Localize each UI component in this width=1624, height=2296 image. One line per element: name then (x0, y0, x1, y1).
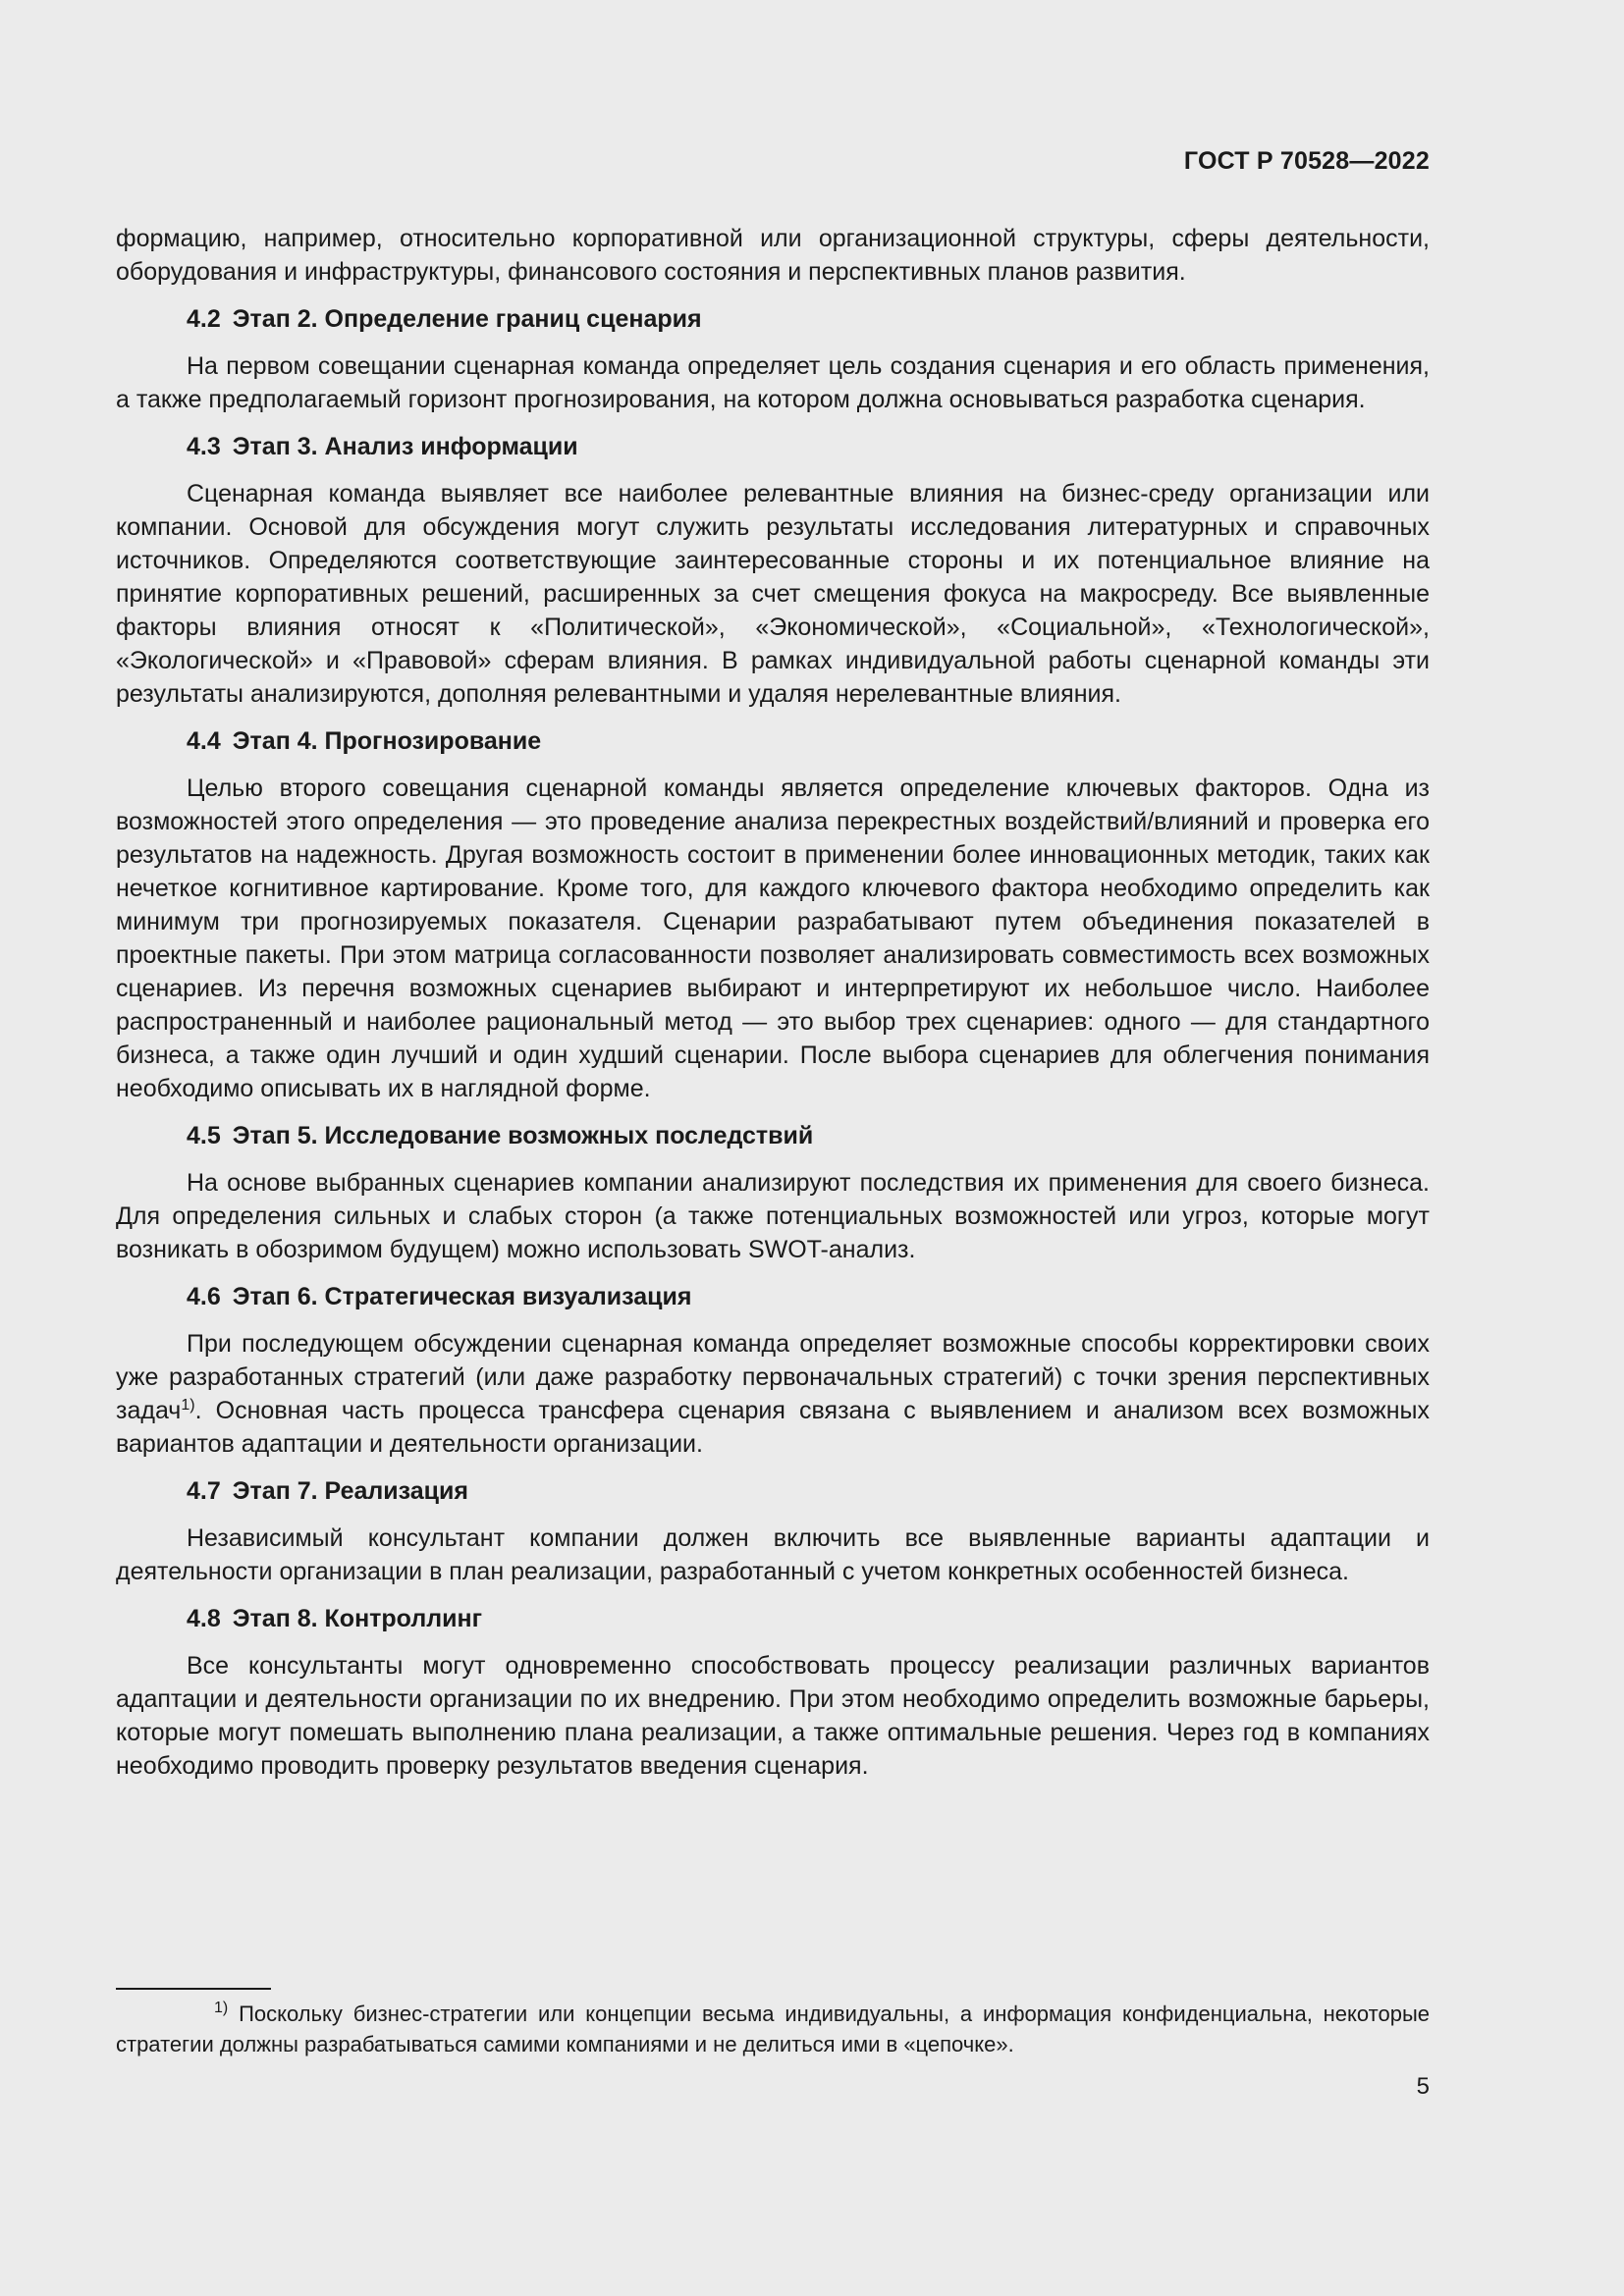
section-paragraph-4-2: На первом совещании сценарная команда определяет цель создания сценария и его область применения, а также предполагаемый горизонт прогнозирования, на котором должна основываться разработка сценария. (116, 352, 1430, 413)
section-number: 4.4 (187, 727, 221, 755)
section-heading-4-6 (187, 1280, 1430, 1313)
footnote-divider (116, 1988, 271, 1990)
section-number: 4.3 (187, 433, 221, 460)
section-paragraph-4-7: Независимый консультант компании должен включить все выявленные варианты адаптации и деятельности организации в план реализации, разработанный с учетом конкретных особенностей бизнеса. (116, 1524, 1430, 1585)
section-heading-4-2 (187, 302, 1430, 336)
body-text (116, 222, 1430, 1783)
section-number: 4.7 (187, 1477, 221, 1505)
intro-paragraph: формацию, например, относительно корпоративной или организационной структуры, сферы деятельности, оборудования и инфраструктуры, финансового состояния и перспективных планов развития. (116, 225, 1430, 286)
section-paragraph-4-4: Целью второго совещания сценарной команды является определение ключевых факторов. Одна из возможностей этого определения — это проведение анализа перекрестных воздействий/влияний и проверка его результатов на надежность. Другая возможность состоит в применении более инновационных методик, таких как нечеткое когнитивное картирование. Кроме того, для каждого ключевого фактора необходимо определить как минимум три прогнозируемых показателя. Сценарии разрабатывают путем объединения показателей в проектные пакеты. При этом матрица согласованности позволяет анализировать совместимость всех возможных сценариев. Из перечня возможных сценариев выбирают и интерпретируют их небольшое число. Наиболее распространенный и наиболее рациональный метод — это выбор трех сценариев: одного — для стандартного бизнеса, а также один лучший и один худший сценарии. После выбора сценариев для облегчения понимания необходимо описывать их в наглядной форме. (116, 774, 1430, 1102)
section-paragraph-4-3: Сценарная команда выявляет все наиболее релевантные влияния на бизнес-среду организации или компании. Основой для обсуждения могут служить результаты исследования литературных и справочных источников. Определяются соответствующие заинтересованные стороны и их потенциальное влияние на принятие корпоративных решений, расширенных за счет смещения фокуса на макросреду. Все выявленные факторы влияния относят к «Политической», «Экономической», «Социальной», «Технологической», «Экологической» и «Правовой» сферам влияния. В рамках индивидуальной работы сценарной команды эти результаты анализируются, дополняя релевантными и удаляя нерелевантные влияния. (116, 480, 1430, 708)
section-title: Этап 2. Определение границ сценария (232, 305, 702, 333)
paragraph-text-continued: . Основная часть процесса трансфера сценария связана с выявлением и анализом всех возможных вариантов адаптации и деятельности организации. (116, 1397, 1430, 1458)
section-heading-4-7 (187, 1474, 1430, 1508)
section-number: 4.5 (187, 1122, 221, 1149)
section-number: 4.8 (187, 1605, 221, 1632)
footnote-mark: 1) (214, 2000, 229, 2016)
section-title: Этап 5. Исследование возможных последствий (232, 1122, 814, 1149)
page-number: 5 (1416, 2073, 1430, 2100)
section-title: Этап 7. Реализация (232, 1477, 468, 1505)
section-heading-4-8 (187, 1602, 1430, 1635)
document-code: ГОСТ Р 70528—2022 (1183, 147, 1430, 175)
section-title: Этап 3. Анализ информации (232, 433, 578, 460)
section-heading-4-5 (187, 1119, 1430, 1152)
section-title: Этап 6. Стратегическая визуализация (232, 1283, 692, 1310)
paragraph-text: При последующем обсуждении сценарная команда определяет возможные способы корректировки своих уже разработанных стратегий (или даже разработку первоначальных стратегий) с точки зрения перспективных задач (116, 1330, 1430, 1424)
footnote (116, 1999, 1430, 2059)
footnote-reference: 1) (181, 1397, 195, 1414)
footnote-text: Поскольку бизнес-стратегии или концепции весьма индивидуальны, а информация конфиденциальна, некоторые стратегии должны разрабатываться самими компаниями и не делиться ими в «цепочке». (116, 2002, 1430, 2056)
section-heading-4-3 (187, 430, 1430, 463)
section-heading-4-4 (187, 724, 1430, 758)
footnote-paragraph (116, 1999, 1430, 2059)
section-number: 4.2 (187, 305, 221, 333)
section-number: 4.6 (187, 1283, 221, 1310)
section-paragraph-4-5: На основе выбранных сценариев компании анализируют последствия их применения для своего бизнеса. Для определения сильных и слабых сторон (а также потенциальных возможностей или угроз, которые могут возникать в обозримом будущем) можно использовать SWOT-анализ. (116, 1169, 1430, 1263)
section-title: Этап 8. Контроллинг (232, 1605, 482, 1632)
section-title: Этап 4. Прогнозирование (232, 727, 542, 755)
section-paragraph-4-6 (116, 1327, 1430, 1461)
section-paragraph-4-8: Все консультанты могут одновременно способствовать процессу реализации различных вариантов адаптации и деятельности организации по их внедрению. При этом необходимо определить возможные барьеры, которые могут помешать выполнению плана реализации, а также оптимальные решения. Через год в компаниях необходимо проводить проверку результатов введения сценария. (116, 1652, 1430, 1780)
